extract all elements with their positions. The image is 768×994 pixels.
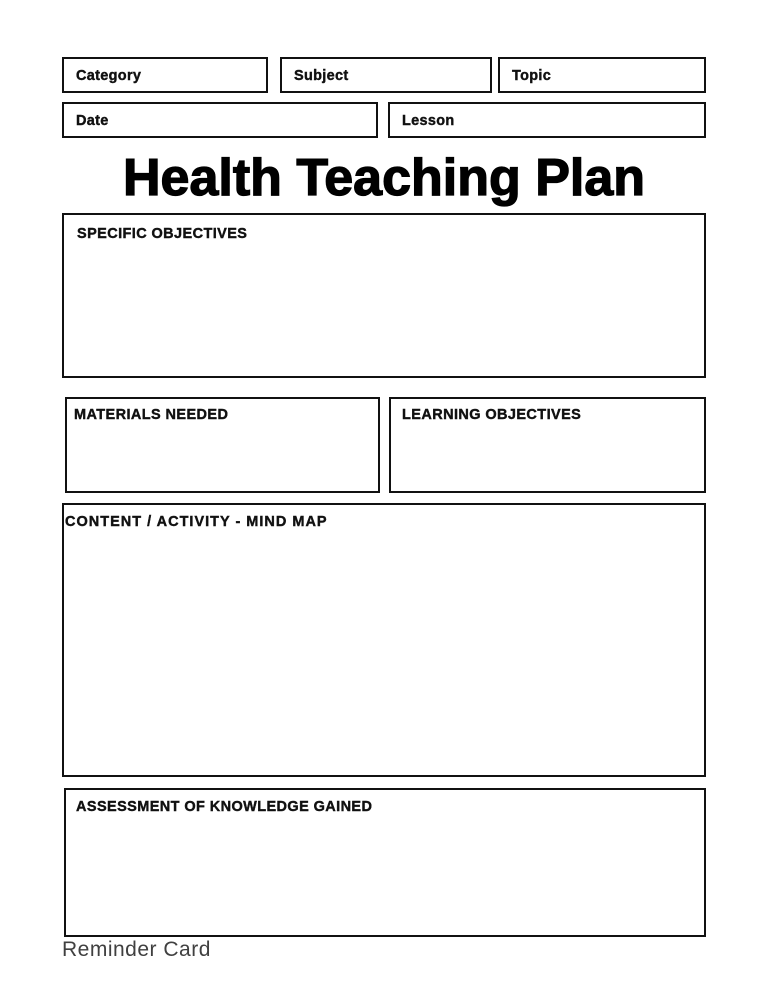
specific-objectives-box (62, 213, 706, 378)
subject-field-label: Subject (294, 68, 349, 84)
learning-objectives-input-area[interactable] (393, 429, 702, 489)
materials-needed-box (65, 397, 380, 493)
materials-needed-label: MATERIALS NEEDED (74, 407, 229, 423)
assessment-of-knowledge-gained-box (64, 788, 706, 937)
specific-objectives-label: SPECIFIC OBJECTIVES (77, 226, 248, 242)
subject-field[interactable] (280, 57, 492, 93)
topic-field[interactable] (498, 57, 706, 93)
content-activity-mind-map-input-area[interactable] (66, 537, 702, 773)
content-activity-mind-map-box (62, 503, 706, 777)
materials-needed-input-area[interactable] (69, 429, 376, 489)
category-field[interactable] (62, 57, 268, 93)
date-field[interactable] (62, 102, 378, 138)
footer-label: Reminder Card (62, 938, 211, 961)
page-title: Health Teaching Plan (122, 149, 646, 207)
learning-objectives-box (389, 397, 706, 493)
assessment-of-knowledge-gained-input-area[interactable] (68, 822, 702, 933)
content-activity-mind-map-label: CONTENT / ACTIVITY - MIND MAP (65, 514, 328, 530)
topic-field-label: Topic (512, 68, 552, 84)
learning-objectives-label: LEARNING OBJECTIVES (402, 407, 582, 423)
lesson-field[interactable] (388, 102, 706, 138)
lesson-field-label: Lesson (402, 113, 455, 129)
date-field-label: Date (76, 113, 109, 129)
assessment-of-knowledge-gained-label: ASSESSMENT OF KNOWLEDGE GAINED (76, 799, 373, 815)
category-field-label: Category (76, 68, 142, 84)
specific-objectives-input-area[interactable] (66, 249, 702, 374)
